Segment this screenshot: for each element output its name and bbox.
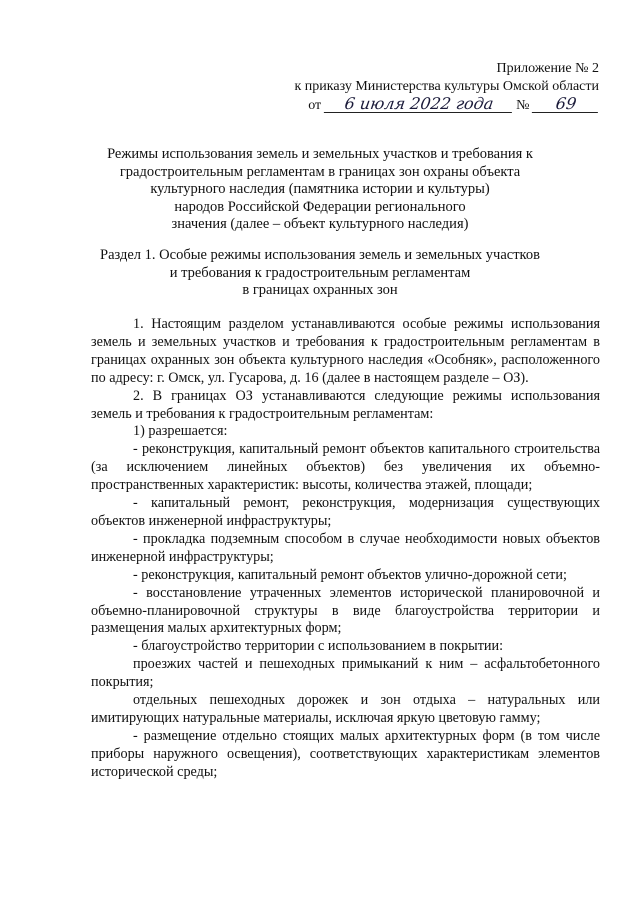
list-item: - капитальный ремонт, реконструкция, модернизация существующих объектов инженерной инфраструктуры;	[91, 495, 600, 529]
number-label: №	[516, 98, 530, 113]
sub-item: проезжих частей и пешеходных примыканий к ним – асфальтобетонного покрытия;	[91, 656, 600, 691]
title-line: градостроительным регламентам в границах зон охраны объекта	[119, 163, 521, 180]
title-line: культурного наследия (памятника истории и культуры)	[150, 181, 490, 198]
paragraph-2: 2. В границах ОЗ устанавливаются следующие режимы использования земель и требования к градостроительным регламентам:	[91, 387, 600, 422]
section-line: в границах охранных зон	[242, 282, 398, 299]
list-item: - восстановление утраченных элементов исторической планировочной и объемно-планировочной структуры в виде благоустройства территории и размещения малых архитектурных форм;	[91, 584, 600, 637]
order-reference: к приказу Министерства культуры Омской области	[294, 79, 599, 94]
handwritten-number: 69	[532, 96, 600, 113]
list-item: - прокладка подземным способом в случае необходимости новых объектов инженерной инфраструктуры;	[91, 530, 600, 565]
title-line: Режимы использования земель и земельных участков и требования к	[107, 146, 533, 162]
paragraph-1: 1. Настоящим разделом устанавливаются особые режимы использования земель и земельных участков и требования к градостроительным регламентам в границах охранных зон объекта культурного наследия «Особняк», расположенного по адресу: г. Омск, ул. Гусарова, д. 16 (далее в настоящем разделе – ОЗ).	[91, 316, 600, 386]
list-item: - размещение отдельно стоящих малых архитектурных форм (в том числе приборы наружного освещения), соответствующих характеристикам элементов исторической среды;	[91, 727, 600, 780]
sub-item: отдельных пешеходных дорожек и зон отдыха – натуральных или имитирующих натуральные материалы, исключая яркую цветовую гамму;	[91, 692, 600, 726]
paragraph-allowed: 1) разрешается:	[133, 423, 228, 440]
section-line: Раздел 1. Особые режимы использования земель и земельных участков	[100, 247, 540, 263]
list-item: - благоустройство территории с использованием в покрытии:	[133, 638, 504, 655]
section-line: и требования к градостроительным регламентам	[169, 264, 471, 281]
handwritten-date: 6 июля 2022 года	[323, 96, 513, 113]
section-heading	[100, 247, 540, 300]
document-title	[100, 146, 540, 234]
appendix-label: Приложение № 2	[496, 61, 599, 76]
title-line: народов Российской Федерации регионального	[174, 198, 466, 215]
date-prefix: от	[308, 98, 322, 113]
order-date-number-line	[308, 96, 599, 115]
title-line: значения (далее – объект культурного наследия)	[171, 216, 469, 233]
document-body	[91, 316, 600, 782]
list-item: - реконструкция, капитальный ремонт объектов улично-дорожной сети;	[133, 566, 567, 583]
list-item: - реконструкция, капитальный ремонт объектов капитального строительства (за исключением линейных объектов) без увеличения их объемно-пространственных характеристик: высоты, количества этажей, площади;	[91, 441, 600, 494]
